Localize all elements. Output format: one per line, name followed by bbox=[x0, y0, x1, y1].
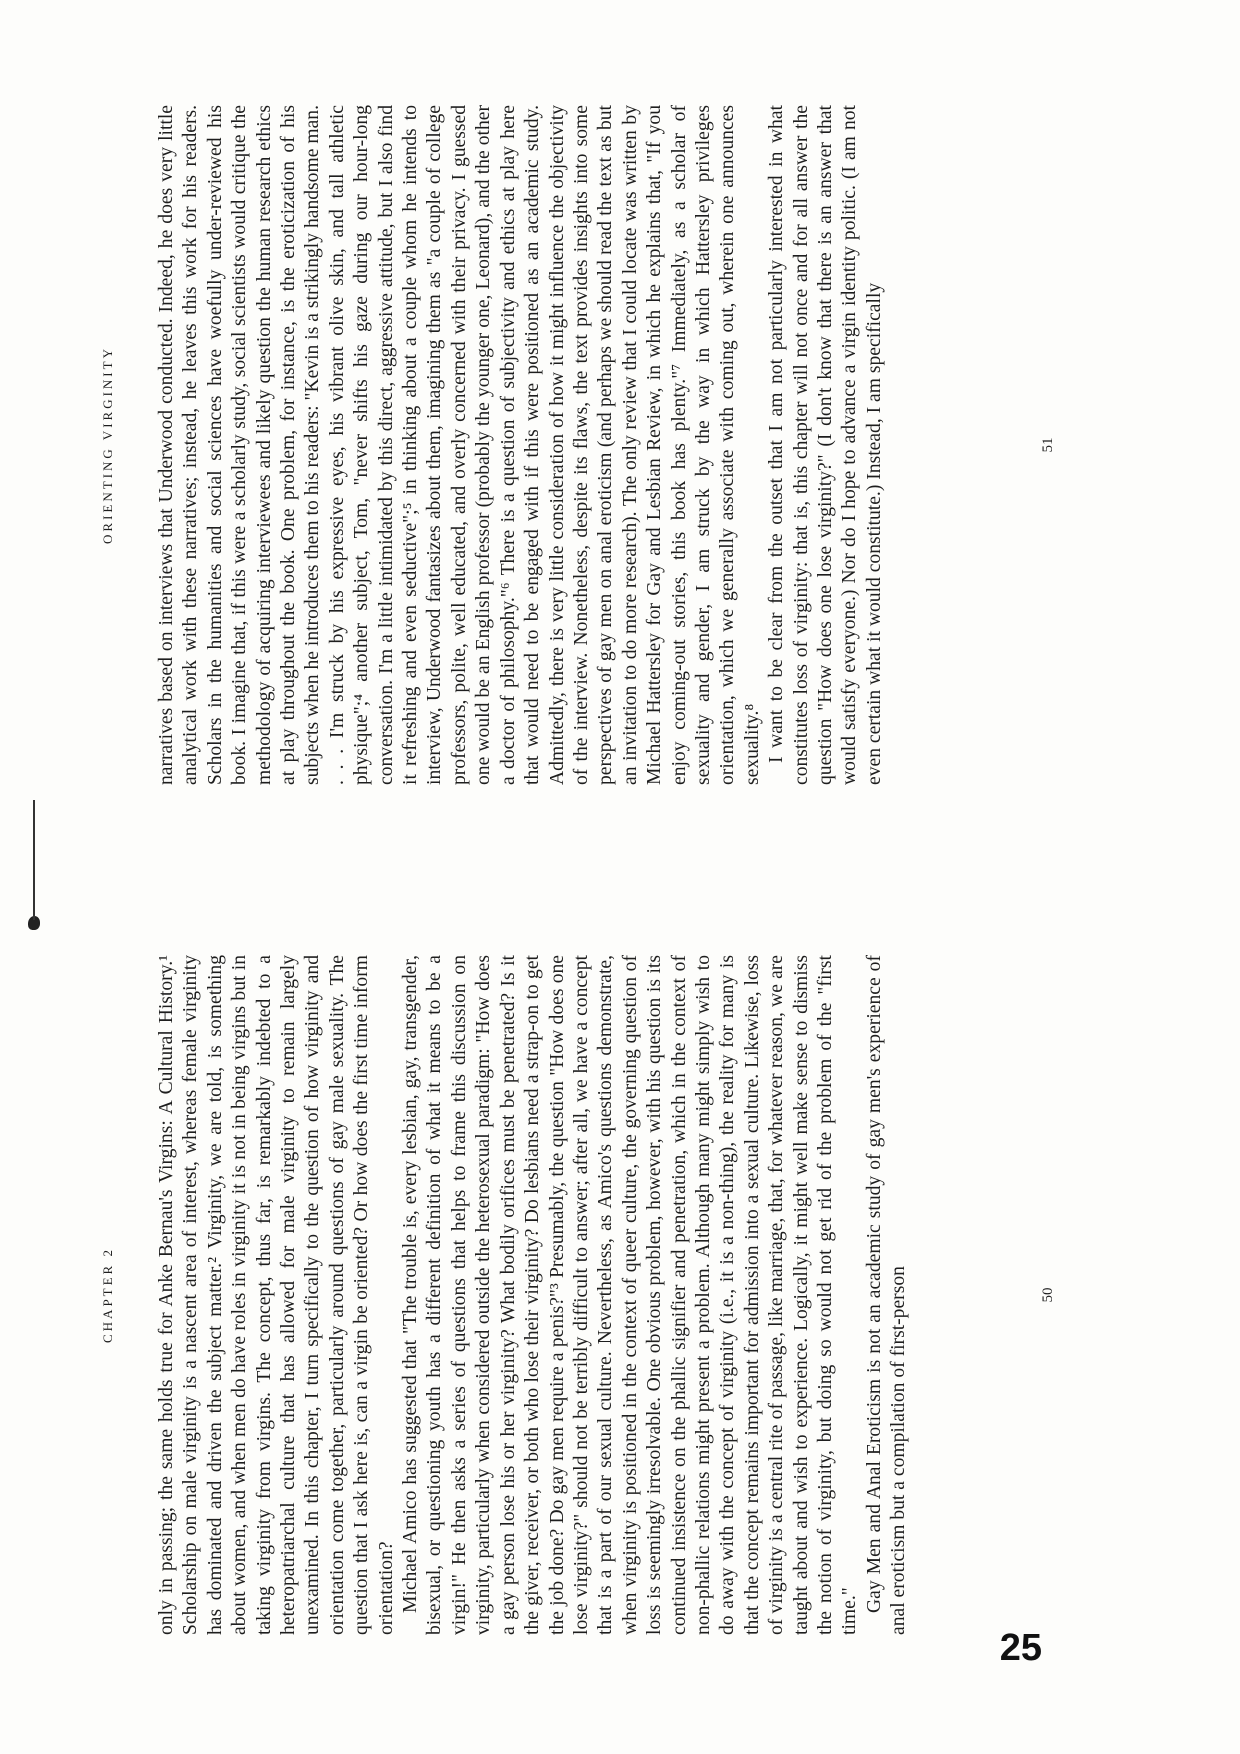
page-number-right: 51 bbox=[1040, 437, 1056, 453]
left-page-body bbox=[155, 955, 912, 1635]
right-page-body bbox=[155, 105, 887, 785]
running-head-right: ORIENTING VIRGINITY bbox=[100, 346, 115, 544]
scan-page-number: 25 bbox=[999, 1627, 1042, 1669]
right-paragraph: narratives based on interviews that Underwood conducted. Indeed, he does very little analytical work with these narratives; instead, he leaves this work for his readers. Scholars in the humanities and social sciences have woefully under-reviewed his book. I imagine that, if this were a scholarly study, social scientists would critique the methodology of acquiring interviewees and likely question the human research ethics at play throughout the book. One problem, for instance, is the eroticization of his subjects when he introduces them to his readers: "Kevin is a strikingly handsome man. . . . I'm struck by his expressive eyes, his vibrant olive skin, and tall athletic physique";⁴ another subject, Tom, "never shifts his gaze during our hour-long conversation. I'm a little intimidated by this direct, aggressive attitude, but I also find it refreshing and even seductive";⁵ in thinking about a couple whom he intends to interview, Underwood fantasizes about them, imagining them as "a couple of college professors, polite, well educated, and overly concerned with their privacy. I guessed one would be an English professor (probably the younger one, Leonard), and the other a doctor of philosophy."⁶ There is a question of subjectivity and ethics at play here that would need to be engaged with if this were positioned as an academic study. Admittedly, there is very little consideration of how it might influence the objectivity of the interview. Nonetheless, despite its flaws, the text provides insights into some perspectives of gay men on anal eroticism (and perhaps we should read the text as but an invitation to do more research). The only review that I could locate was written by Michael Hattersley for Gay and Lesbian Review, in which he explains that, "If you enjoy coming-out stories, this book has plenty."⁷ Immediately, as a scholar of sexuality and gender, I am struck by the way in which Hattersley privileges orientation, which we generally associate with coming out, wherein one announces sexuality.⁸ bbox=[156, 105, 763, 785]
left-paragraph: Michael Amico has suggested that "The trouble is, every lesbian, gay, transgender, bisexual, or questioning youth has a different definition of what it means to be a virgin!" He then asks a series of questions that helps to frame this discussion on virginity, particularly when considered outside the heterosexual paradigm: "How does a gay person lose his or her virginity? What bodily orifices must be penetrated? Is it the giver, receiver, or both who lose their virginity? Do lesbians need a strap-on to get the job done? Do gay men require a penis?"³ Presumably, the question "How does one lose virginity?" should not be terribly difficult to answer; after all, we have a concept that is a part of our sexual culture. Nevertheless, as Amico's questions demonstrate, when virginity is positioned in the context of queer culture, the governing question of loss is seemingly irresolvable. One obvious problem, however, with his question is its continued insistence on the phallic signifier and penetration, which in the context of non-phallic relations might present a problem. Although many might simply wish to do away with the concept of virginity (i.e., it is a non-thing), the reality for many is that the concept remains important for admission into a sexual culture. Likewise, loss of virginity is a central rite of passage, like marriage, that, for whatever reason, we are taught about and wish to experience. Logically, it might well make sense to dismiss the notion of virginity, but doing so would not get rid of the problem of the "first time." bbox=[400, 955, 861, 1635]
rotated-page-spread bbox=[30, 40, 1110, 1690]
running-head-left: CHAPTER 2 bbox=[100, 1247, 115, 1343]
right-page bbox=[30, 50, 1110, 840]
left-paragraph: Gay Men and Anal Eroticism is not an academic study of gay men's experience of anal eroticism but a compilation of first-person bbox=[863, 955, 910, 1635]
left-page bbox=[30, 900, 1110, 1690]
page-number-left: 50 bbox=[1040, 1287, 1056, 1303]
right-paragraph: I want to be clear from the outset that I am not particularly interested in what constitutes loss of virginity: that is, this chapter will not once and for all answer the question "How does one lose virginity?" (I don't know that there is an answer that would satisfy everyone.) Nor do I hope to advance a virgin identity politic. (I am not even certain what it would constitute.) Instead, I am specifically bbox=[766, 105, 885, 785]
left-paragraph: only in passing; the same holds true for Anke Bernau's Virgins: A Cultural History.¹ Scholarship on male virginity is a nascent area of interest, whereas female virginity has dominated and driven the subject matter.² Virginity, we are told, is something about women, and when men do have roles in virginity it is not in being virgins but in taking virginity from virgins. The concept, thus far, is remarkably indebted to a heteropatriarchal culture that has allowed for male virginity to remain largely unexamined. In this chapter, I turn specifically to the question of how virginity and orientation come together, particularly around questions of gay male sexuality. The question that I ask here is, can a virgin be oriented? Or how does the first time inform orientation? bbox=[156, 955, 397, 1635]
